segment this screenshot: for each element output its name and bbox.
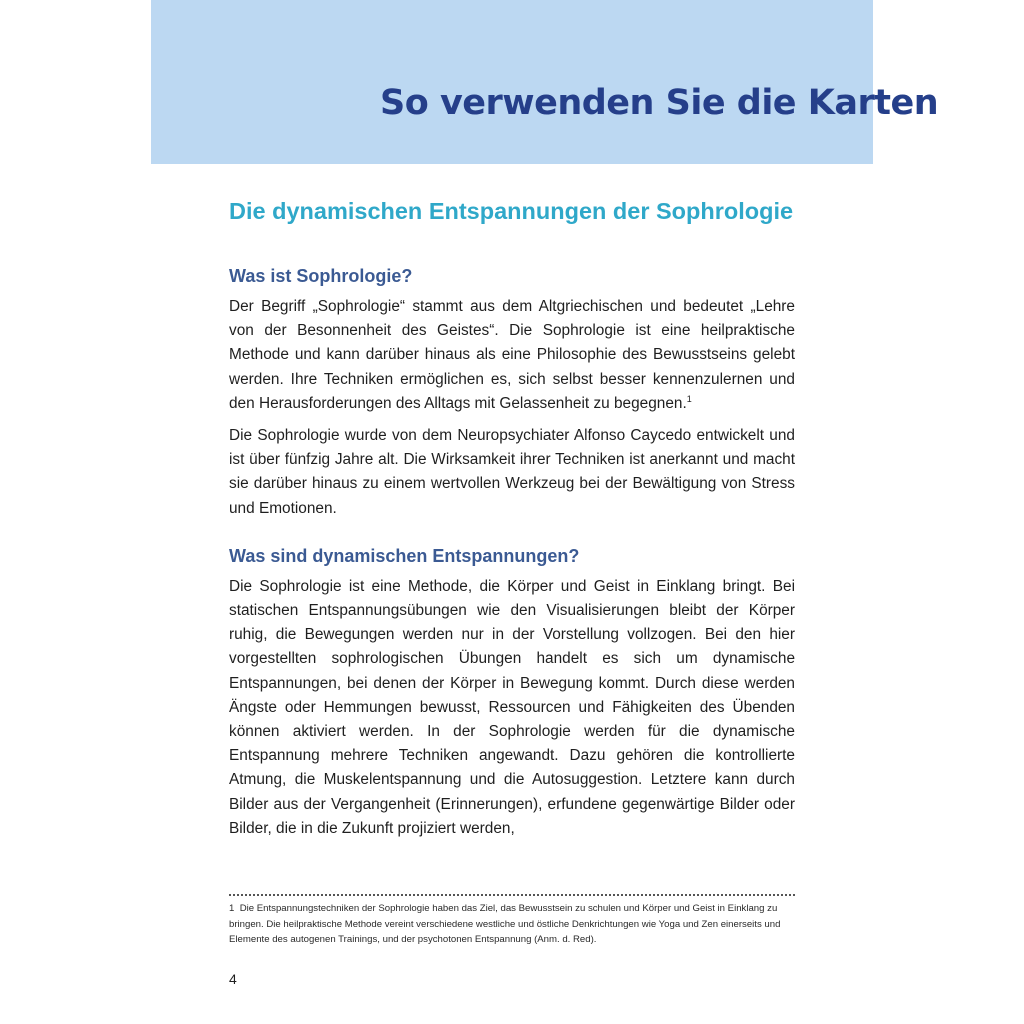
subsection-title-what-is-sophrology: Was ist Sophrologie?: [229, 266, 413, 286]
paragraph-dynamic-relaxation: Die Sophrologie ist eine Methode, die Körper und Geist in Einklang bringt. Bei statischen Entspannungsübungen wie den Visualisierungen bleibt der Körper ruhig, die Bewegungen werden nur in der Vorstellung vollzogen. Bei den hier vorgestellten sophrologischen Übungen handelt es sich um dynamische Entspannungen, bei denen der Körper in Bewegung kommt. Durch diese werden Ängste oder Hemmungen bewusst, Ressourcen und Fähigkeiten des Übenden können aktiviert werden. In der Sophrologie werden für die dynamische Entspannung mehrere Techniken angewandt. Dazu gehören die kontrollierte Atmung, die Muskelentspannung und die Autosuggestion. Letztere kann durch Bilder aus der Vergangenheit (Erinnerungen), erfundene gegenwärtige Bilder oder Bilder, die in die Zukunft projiziert werden,: [229, 577, 795, 837]
section-title: Die dynamischen Entspannungen der Sophrologie: [229, 198, 794, 224]
footnote: [229, 901, 795, 948]
page-title: So verwenden Sie die Karten: [380, 83, 939, 123]
header-band: [151, 0, 939, 164]
footnote-text: Die Entspannungstechniken der Sophrologie haben das Ziel, das Bewusstsein zu schulen und Körper und Geist in Einklang zu bringen. Die heilpraktische Methode vereint verschiedene westliche und östliche Denkrichtungen wie Yoga und Zen einerseits und Elemente des autogenen Trainings, und der psychotonen Entspannung (Anm. d. Red).: [229, 903, 781, 945]
footnote-reference: 1: [686, 393, 692, 404]
subsection-title-dynamic-relaxation: Was sind dynamischen Entspannungen?: [229, 545, 580, 566]
paragraph-text: Der Begriff „Sophrologie“ stammt aus dem Altgriechischen und bedeutet „Lehre von der Besonnenheit des Geistes“. Die Sophrologie ist eine heilpraktische Methode und kann darüber hinaus als eine Philosophie des Bewusstseins gelebt werden. Ihre Techniken ermöglichen es, sich selbst besser kennenzulernen und den Herausforderungen des Alltags mit Gelassenheit zu begegnen.: [229, 298, 795, 412]
page-number: 4: [229, 971, 237, 987]
paragraph-sophrology-origin: Die Sophrologie wurde von dem Neuropsychiater Alfonso Caycedo entwickelt und ist über fünfzig Jahre alt. Die Wirksamkeit ihrer Techniken ist anerkannt und macht sie darüber hinaus zu einem wertvollen Werkzeug bei der Bewältigung von Stress und Emotionen.: [229, 427, 795, 517]
main-content: [229, 194, 795, 841]
footnote-number: 1: [229, 903, 235, 914]
paragraph-sophrology-definition: [229, 295, 795, 416]
footnote-divider: [229, 894, 795, 896]
